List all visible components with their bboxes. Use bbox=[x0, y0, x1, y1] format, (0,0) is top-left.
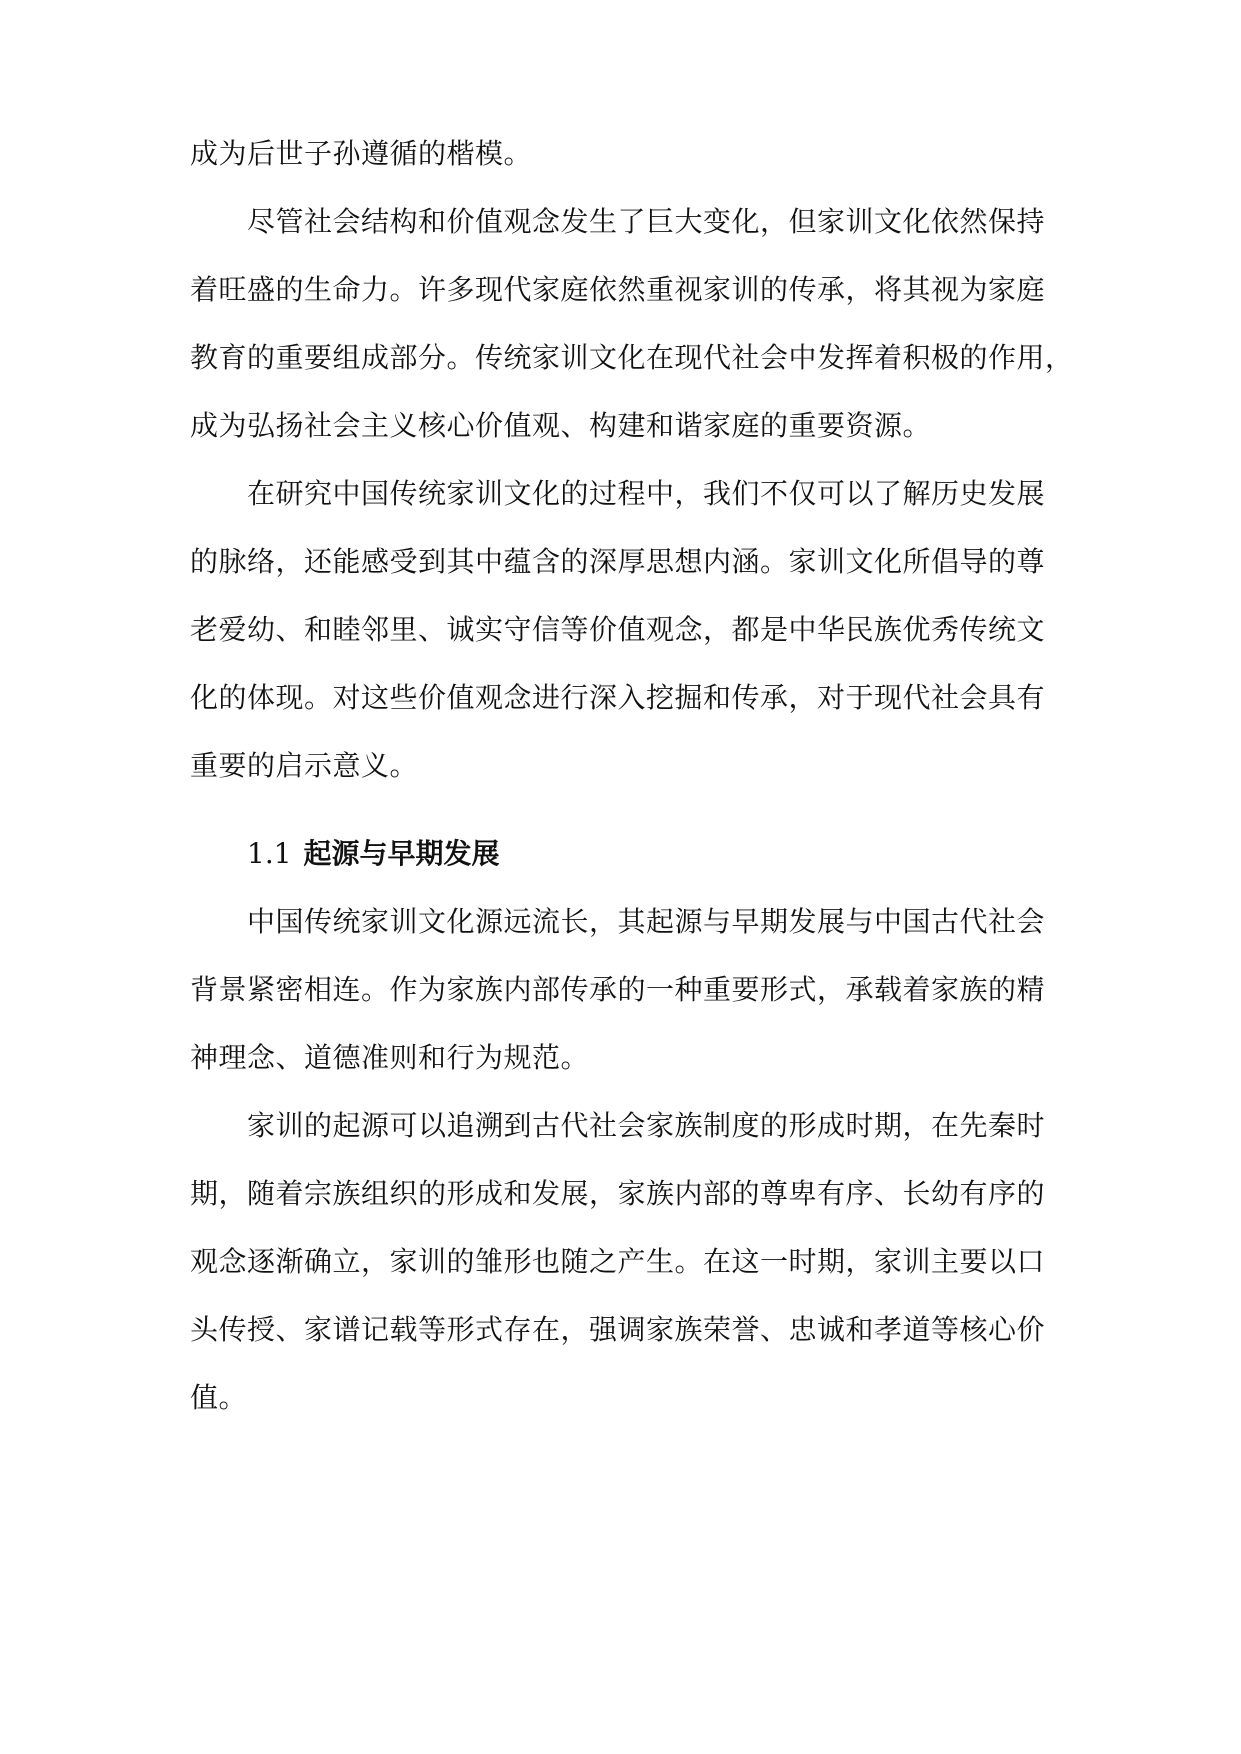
paragraph-line: 头传授、家谱记载等形式存在，强调家族荣誉、忠诚和孝道等核心价 bbox=[190, 1313, 1046, 1346]
paragraph-line: 家训的起源可以追溯到古代社会家族制度的形成时期，在先秦时 bbox=[247, 1109, 1046, 1142]
paragraph-line: 中国传统家训文化源远流长，其起源与早期发展与中国古代社会 bbox=[247, 905, 1046, 938]
paragraph-line: 值。 bbox=[190, 1381, 248, 1414]
paragraph-line: 神理念、道德准则和行为规范。 bbox=[190, 1041, 590, 1074]
section-number: 1.1 bbox=[247, 837, 292, 870]
paragraph-line: 化的体现。对这些价值观念进行深入挖掘和传承，对于现代社会具有 bbox=[190, 681, 1046, 714]
paragraph-line: 重要的启示意义。 bbox=[190, 749, 419, 782]
paragraph-line: 教育的重要组成部分。传统家训文化在现代社会中发挥着积极的作用， bbox=[190, 341, 1074, 374]
paragraph-line: 在研究中国传统家训文化的过程中，我们不仅可以了解历史发展 bbox=[247, 477, 1046, 510]
paragraph-line: 老爱幼、和睦邻里、诚实守信等价值观念，都是中华民族优秀传统文 bbox=[190, 613, 1046, 646]
paragraph-line: 成为后世子孙遵循的楷模。 bbox=[190, 137, 533, 170]
paragraph-line: 尽管社会结构和价值观念发生了巨大变化，但家训文化依然保持 bbox=[247, 205, 1046, 238]
paragraph-line: 的脉络，还能感受到其中蕴含的深厚思想内涵。家训文化所倡导的尊 bbox=[190, 545, 1046, 578]
section-title: 起源与早期发展 bbox=[303, 837, 500, 870]
section-heading bbox=[247, 834, 500, 874]
paragraph-line: 期，随着宗族组织的形成和发展，家族内部的尊卑有序、长幼有序的 bbox=[190, 1177, 1046, 1210]
paragraph-line: 观念逐渐确立，家训的雏形也随之产生。在这一时期，家训主要以口 bbox=[190, 1245, 1046, 1278]
paragraph-line: 着旺盛的生命力。许多现代家庭依然重视家训的传承，将其视为家庭 bbox=[190, 273, 1046, 306]
paragraph-line: 背景紧密相连。作为家族内部传承的一种重要形式，承载着家族的精 bbox=[190, 973, 1046, 1006]
paragraph-line: 成为弘扬社会主义核心价值观、构建和谐家庭的重要资源。 bbox=[190, 409, 932, 442]
